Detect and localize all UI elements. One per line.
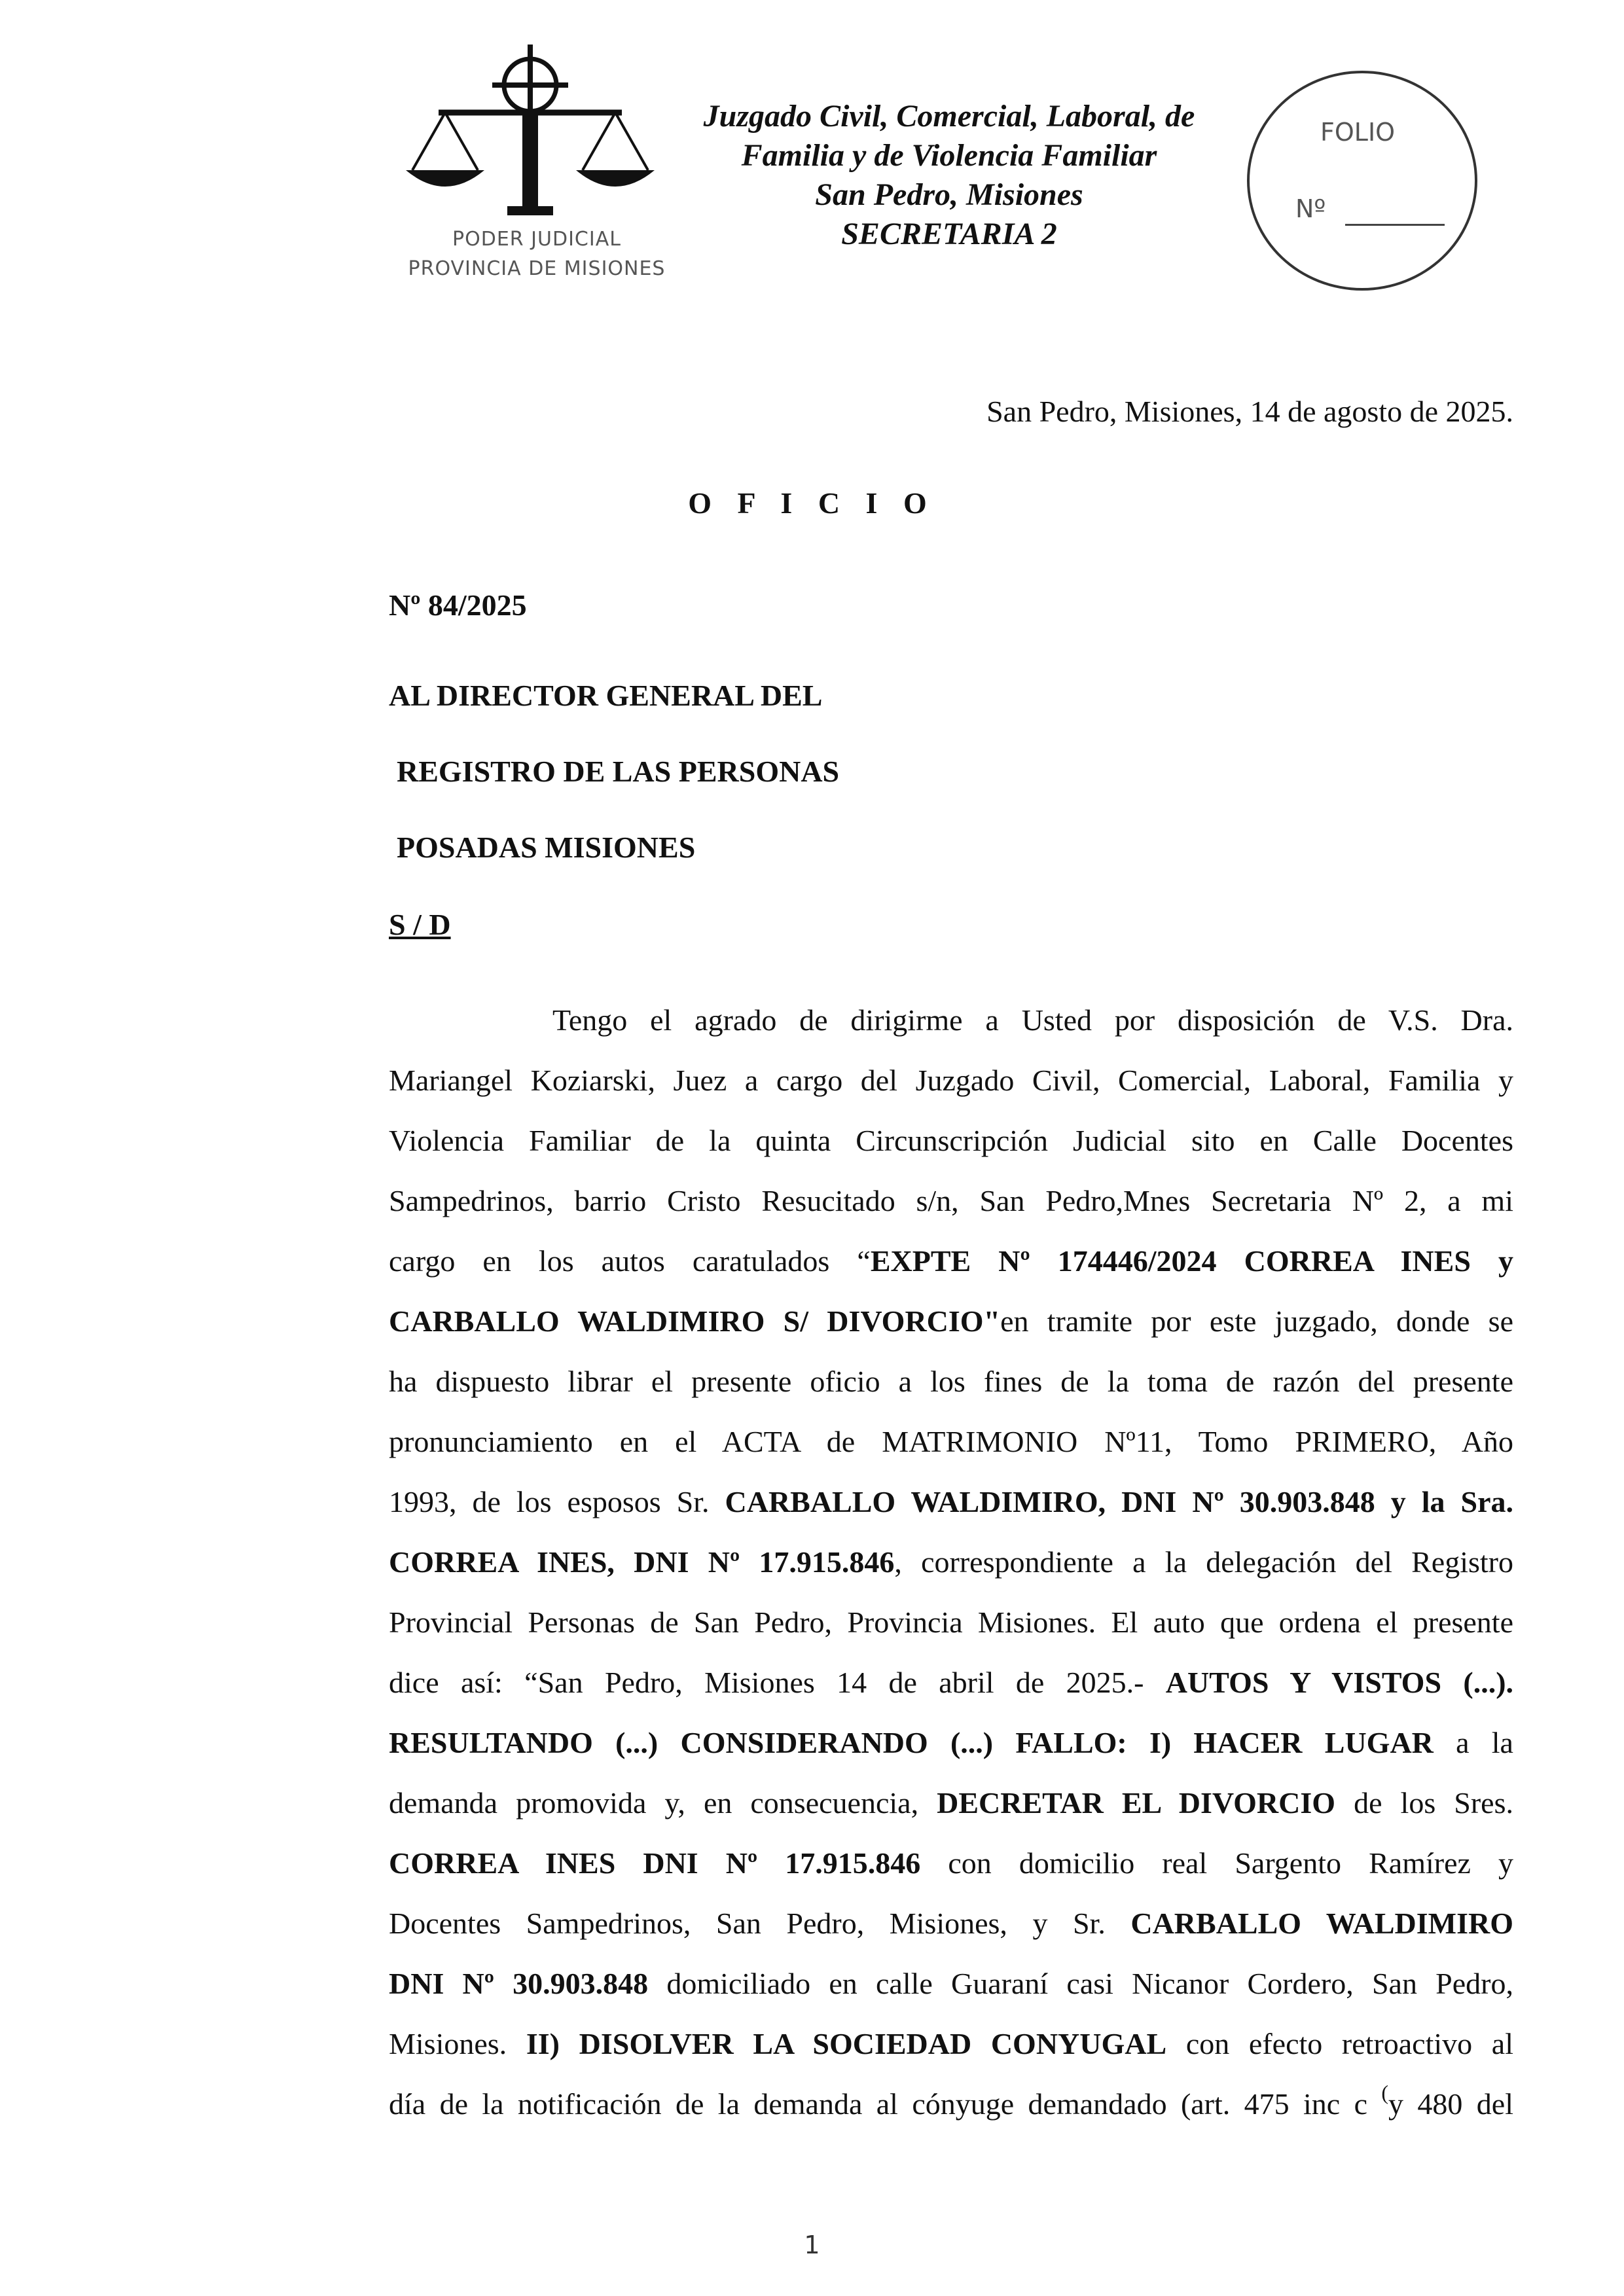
text: Docentes Sampedrinos, San Pedro, Misiones, y Sr. bbox=[389, 1907, 1131, 1940]
body-line bbox=[389, 2074, 1513, 2134]
text: Violencia Familiar de la quinta Circunscripción Judicial sito en Calle Docentes bbox=[389, 1124, 1513, 1157]
text: demanda promovida y, en consecuencia, bbox=[389, 1786, 937, 1820]
document-title: O F I C I O bbox=[688, 486, 936, 520]
body-line bbox=[389, 1111, 1513, 1171]
folio-number-label: Nº bbox=[1295, 194, 1326, 223]
text: Mariangel Koziarski, Juez a cargo del Juzgado Civil, Comercial, Laboral, Familia y bbox=[389, 1064, 1513, 1097]
body-line bbox=[389, 1532, 1513, 1592]
page-number: 1 bbox=[804, 2231, 820, 2259]
body-line bbox=[389, 1713, 1513, 1773]
document-date: San Pedro, Misiones, 14 de agosto de 2025. bbox=[986, 395, 1513, 428]
text: domiciliado en calle Guaraní casi Nicanor Cordero, San Pedro, bbox=[648, 1967, 1513, 2000]
bold-text: EXPTE Nº 174446/2024 CORREA INES y bbox=[870, 1244, 1513, 1278]
body-line bbox=[389, 1412, 1513, 1472]
bold-text: DECRETAR EL DIVORCIO bbox=[937, 1786, 1336, 1820]
body-line bbox=[389, 1893, 1513, 1954]
text: Misiones. bbox=[389, 2027, 526, 2060]
body-line bbox=[389, 1171, 1513, 1231]
bold-text: CORREA INES, DNI Nº 17.915.846 bbox=[389, 1545, 895, 1579]
text: , correspondiente a la delegación del Registro bbox=[894, 1545, 1514, 1579]
text: y 480 del bbox=[1388, 2087, 1513, 2121]
body-line bbox=[389, 1773, 1513, 1833]
body-line bbox=[389, 2014, 1513, 2074]
folio-stamp bbox=[1247, 71, 1477, 291]
oficio-number: Nº 84/2025 bbox=[389, 588, 527, 622]
body-line bbox=[389, 1352, 1513, 1412]
superscript: ( bbox=[1381, 2081, 1389, 2104]
judicial-logo bbox=[399, 39, 674, 291]
body-line bbox=[389, 1291, 1513, 1352]
court-line: Juzgado Civil, Comercial, Laboral, de bbox=[703, 99, 1195, 134]
court-heading bbox=[674, 97, 1224, 254]
body-paragraph bbox=[389, 990, 1513, 2134]
court-line: San Pedro, Misiones bbox=[815, 177, 1083, 212]
logo-line1: PODER JUDICIAL bbox=[452, 228, 621, 251]
folio-label: FOLIO bbox=[1320, 118, 1396, 147]
text: con efecto retroactivo al bbox=[1166, 2027, 1513, 2060]
bold-text: CARBALLO WALDIMIRO bbox=[1130, 1907, 1513, 1940]
bold-text: CORREA INES DNI Nº 17.915.846 bbox=[389, 1846, 921, 1880]
text: dice así: “San Pedro, Misiones 14 de abril de 2025.- bbox=[389, 1666, 1166, 1699]
body-line bbox=[389, 990, 1513, 1050]
body-line bbox=[389, 1833, 1513, 1893]
text: con domicilio real Sargento Ramírez y bbox=[920, 1846, 1513, 1880]
bold-text: DNI Nº 30.903.848 bbox=[389, 1967, 649, 2000]
text: cargo en los autos caratulados “ bbox=[389, 1244, 871, 1278]
text: en tramite por este juzgado, donde se bbox=[1000, 1304, 1514, 1338]
logo-line2: PROVINCIA DE MISIONES bbox=[408, 257, 666, 280]
body-line bbox=[389, 1954, 1513, 2014]
court-line: Familia y de Violencia Familiar bbox=[741, 138, 1157, 173]
bold-text: II) DISOLVER LA SOCIEDAD CONYUGAL bbox=[526, 2027, 1167, 2060]
bold-text: CARBALLO WALDIMIRO, DNI Nº 30.903.848 y la Sra. bbox=[725, 1485, 1514, 1518]
text: 1993, de los esposos Sr. bbox=[389, 1485, 725, 1518]
text: Sampedrinos, barrio Cristo Resucitado s/n, San Pedro,Mnes Secretaria Nº 2, a mi bbox=[389, 1184, 1513, 1217]
text: Tengo el agrado de dirigirme a Usted por disposición de V.S. Dra. bbox=[552, 1003, 1513, 1037]
sd-mark: S / D bbox=[389, 908, 451, 941]
bold-text: CARBALLO WALDIMIRO S/ DIVORCIO" bbox=[389, 1304, 1001, 1338]
bold-text: RESULTANDO (...) CONSIDERANDO (...) FALLO: I) HACER LUGAR bbox=[389, 1726, 1434, 1759]
text: día de la notificación de la demanda al cónyuge demandado (art. 475 inc c bbox=[389, 2087, 1382, 2121]
text: pronunciamiento en el ACTA de MATRIMONIO Nº11, Tomo PRIMERO, Año bbox=[389, 1425, 1513, 1458]
scales-of-justice-icon bbox=[399, 39, 674, 229]
text: a la bbox=[1433, 1726, 1513, 1759]
body-line bbox=[389, 1653, 1513, 1713]
text: ha dispuesto librar el presente oficio a los fines de la toma de razón del presente bbox=[389, 1365, 1513, 1398]
addressee-line: REGISTRO DE LAS PERSONAS bbox=[397, 755, 840, 788]
addressee-line: AL DIRECTOR GENERAL DEL bbox=[389, 679, 823, 712]
body-line bbox=[389, 1231, 1513, 1291]
bold-text: AUTOS Y VISTOS (...). bbox=[1165, 1666, 1514, 1699]
body-line bbox=[389, 1472, 1513, 1532]
text: de los Sres. bbox=[1335, 1786, 1513, 1820]
addressee-line: POSADAS MISIONES bbox=[397, 831, 696, 864]
court-line: SECRETARIA 2 bbox=[841, 217, 1057, 251]
text: Provincial Personas de San Pedro, Provincia Misiones. El auto que ordena el presente bbox=[389, 1605, 1513, 1639]
folio-blank-line bbox=[1345, 224, 1445, 226]
body-line bbox=[389, 1592, 1513, 1653]
body-line bbox=[389, 1050, 1513, 1111]
